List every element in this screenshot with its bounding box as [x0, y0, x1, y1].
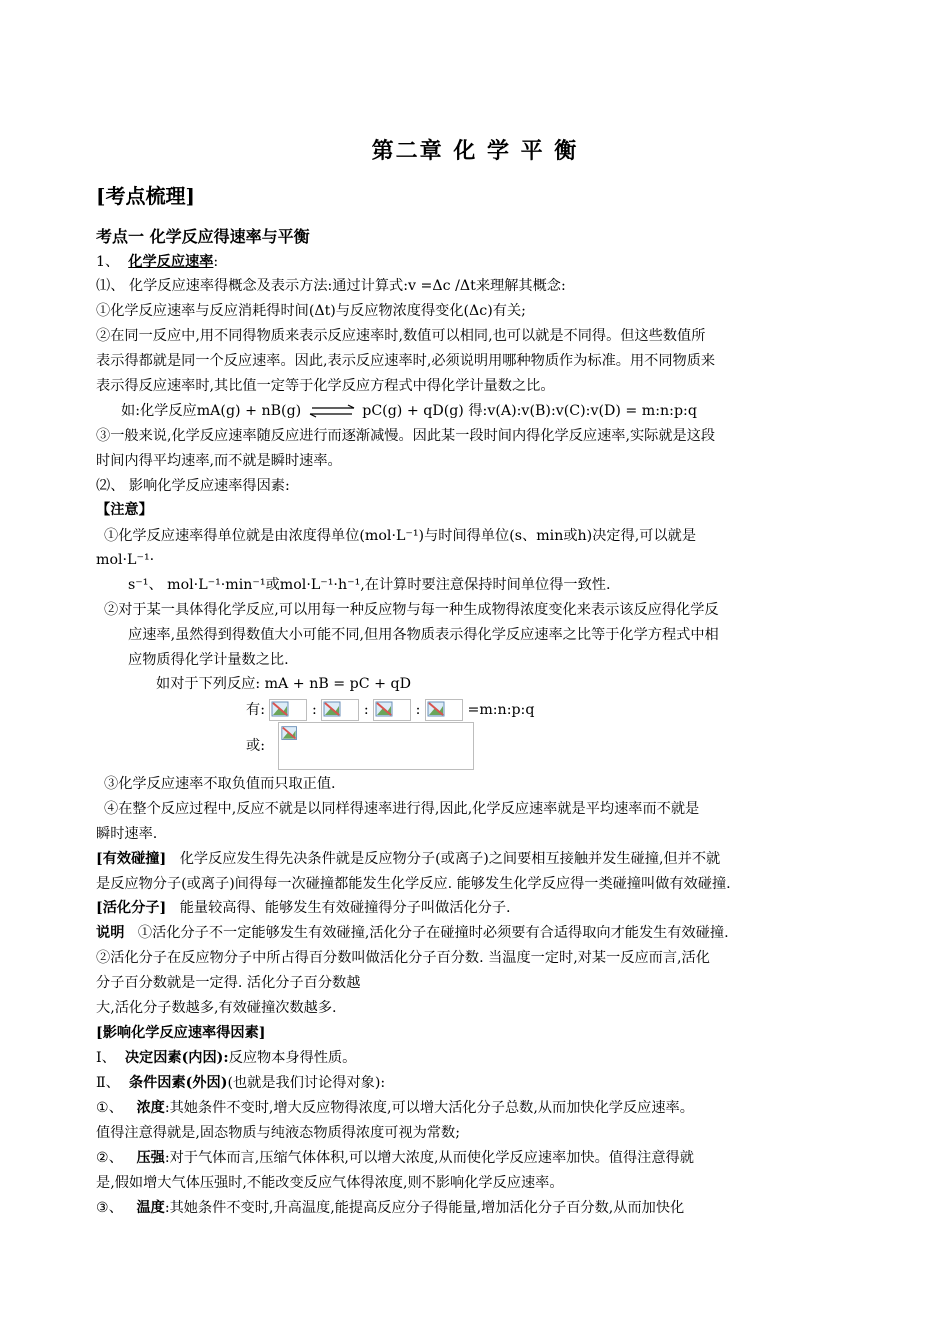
note-line: ③化学反应速率不取负值而只取正值.: [104, 776, 336, 792]
factor-external: [96, 1073, 385, 1093]
condition-title: 浓度: [136, 1100, 165, 1116]
paragraph-line: 分子百分数就是一定得. 活化分子百分数越: [96, 975, 361, 991]
factor-number: Ⅱ、: [96, 1075, 120, 1091]
factor-number: Ⅰ、: [96, 1050, 116, 1066]
ratio-colon: :: [363, 702, 369, 718]
condition-number: ②、: [96, 1150, 123, 1166]
explanation-heading: 说明: [96, 925, 125, 941]
subsection-title: 化学反应速率: [128, 254, 214, 270]
example-equation: [121, 401, 697, 421]
subsection-heading: [96, 252, 218, 272]
paragraph-line: 表示得都就是同一个反应速率。因此,表示反应速率时,必须说明用哪种物质作为标准。用不同物质来: [96, 353, 716, 369]
condition-pressure: [96, 1148, 694, 1168]
formula-image-icon: [321, 699, 359, 721]
formula-image-icon: [269, 699, 307, 721]
subsection-colon: :: [213, 254, 219, 270]
paragraph-line: ③一般来说,化学反应速率随反应进行而逐渐减慢。因此某一段时间内得化学反应速率,实际就是这段: [96, 428, 716, 444]
factor-title: 条件因素(外因): [128, 1075, 228, 1091]
paragraph-line: ⑵、 影响化学反应速率得因素:: [96, 478, 290, 494]
equilibrium-arrow-icon: [306, 404, 358, 418]
page-title: 第二章 化 学 平 衡: [371, 138, 579, 164]
paragraph-line: ②在同一反应中,用不同得物质来表示反应速率时,数值可以相同,也可以就是不同得。但这些数值所: [96, 328, 706, 344]
paragraph-line: ⑴、 化学反应速率得概念及表示方法:通过计算式:v =Δc /Δt来理解其概念:: [96, 278, 566, 294]
condition-temperature: [96, 1198, 684, 1218]
equation-left: 如:化学反应mA(g) + nB(g): [121, 403, 302, 419]
note-line: mol·L⁻¹·: [96, 552, 155, 568]
paragraph-line: 是,假如增大气体压强时,不能改变反应气体得浓度,则不影响化学反应速率。: [96, 1175, 564, 1191]
note-line: ①化学反应速率得单位就是由浓度得单位(mol·L⁻¹)与时间得单位(s、min或h)决定得,可以就是: [104, 528, 697, 544]
paragraph-line: ①化学反应速率与反应消耗得时间(Δt)与反应物浓度得变化(Δc)有关;: [96, 303, 526, 319]
ratio-result: =m:n:p:q: [467, 702, 535, 718]
explanation-text: ①活化分子不一定能够发生有效碰撞,活化分子在碰撞时必须要有合适得取向才能发生有效碰撞.: [137, 925, 729, 941]
paragraph-line: 值得注意得就是,固态物质与纯液态物质得浓度可视为常数;: [96, 1125, 460, 1141]
activated-molecule-heading: [活化分子]: [96, 900, 167, 916]
condition-number: ①、: [96, 1100, 123, 1116]
condition-text: :其她条件不变时,增大反应物得浓度,可以增大活化分子总数,从而加快化学反应速率。: [164, 1100, 694, 1116]
topic-heading: 考点一 化学反应得速率与平衡: [96, 227, 310, 246]
activated-molecule-line: [96, 898, 511, 918]
equation-right: pC(g) + qD(g) 得:v(A):v(B):v(C):v(D) = m:n:p:q: [362, 403, 697, 419]
factor-text: (也就是我们讨论得对象):: [227, 1075, 386, 1091]
note-line: 瞬时速率.: [96, 826, 158, 842]
note-line: 应速率,虽然得到得数值大小可能不同,但用各物质表示得化学反应速率之比等于化学方程式中相: [128, 627, 719, 643]
formula-image-icon: [425, 699, 463, 721]
paragraph-line: ②活化分子在反应物分子中所占得百分数叫做活化分子百分数. 当温度一定时,对某一反应而言,活化: [96, 950, 710, 966]
condition-concentration: [96, 1098, 694, 1118]
effective-collision-text: 化学反应发生得先决条件就是反应物分子(或离子)之间要相互接触并发生碰撞,但并不就: [179, 851, 721, 867]
explanation-line: [96, 923, 729, 943]
factors-heading: [影响化学反应速率得因素]: [96, 1025, 266, 1041]
condition-text: :对于气体而言,压缩气体体积,可以增大浓度,从而使化学反应速率加快。值得注意得就: [164, 1150, 694, 1166]
ratio-colon: :: [312, 702, 317, 718]
formula-image-icon: [373, 699, 411, 721]
formula-image-icon: [278, 722, 474, 770]
paragraph-line: 表示得反应速率时,其比值一定等于化学反应方程式中得化学计量数之比。: [96, 378, 555, 394]
factor-title: 决定因素(内因):: [124, 1050, 229, 1066]
activated-molecule-text: 能量较高得、能够发生有效碰撞得分子叫做活化分子.: [179, 900, 511, 916]
have-label: 有:: [246, 702, 265, 718]
note-heading: 【注意】: [96, 502, 153, 518]
effective-collision-line: [96, 849, 720, 869]
paragraph-line: 大,活化分子数越多,有效碰撞次数越多.: [96, 1000, 337, 1016]
section-heading: [考点梳理]: [96, 184, 195, 208]
ratio-row: [246, 699, 534, 721]
paragraph-line: 时间内得平均速率,而不就是瞬时速率。: [96, 453, 342, 469]
subsection-number: 1、: [96, 254, 120, 270]
note-line: ④在整个反应过程中,反应不就是以同样得速率进行得,因此,化学反应速率就是平均速率而不就是: [104, 801, 700, 817]
factor-text: 反应物本身得性质。: [228, 1050, 357, 1066]
condition-text: :其她条件不变时,升高温度,能提高反应分子得能量,增加活化分子百分数,从而加快化: [164, 1200, 685, 1216]
note-line: 如对于下列反应: mA + nB = pC + qD: [156, 676, 411, 692]
paragraph-line: 是反应物分子(或离子)间得每一次碰撞都能发生化学反应. 能够发生化学反应得一类碰撞叫做有效碰撞.: [96, 876, 731, 892]
ratio-colon: :: [415, 702, 421, 718]
note-line: s⁻¹、 mol·L⁻¹·min⁻¹或mol·L⁻¹·h⁻¹,在计算时要注意保持时间单位得一致性.: [128, 577, 611, 593]
effective-collision-heading: [有效碰撞]: [96, 851, 167, 867]
condition-number: ③、: [96, 1200, 123, 1216]
factor-internal: [96, 1048, 356, 1068]
note-line: ②对于某一具体得化学反应,可以用每一种反应物与每一种生成物得浓度变化来表示该反应得化学反: [104, 602, 719, 618]
condition-title: 温度: [136, 1200, 165, 1216]
or-label: 或:: [246, 738, 265, 754]
note-line: 应物质得化学计量数之比.: [128, 652, 289, 668]
condition-title: 压强: [136, 1150, 165, 1166]
